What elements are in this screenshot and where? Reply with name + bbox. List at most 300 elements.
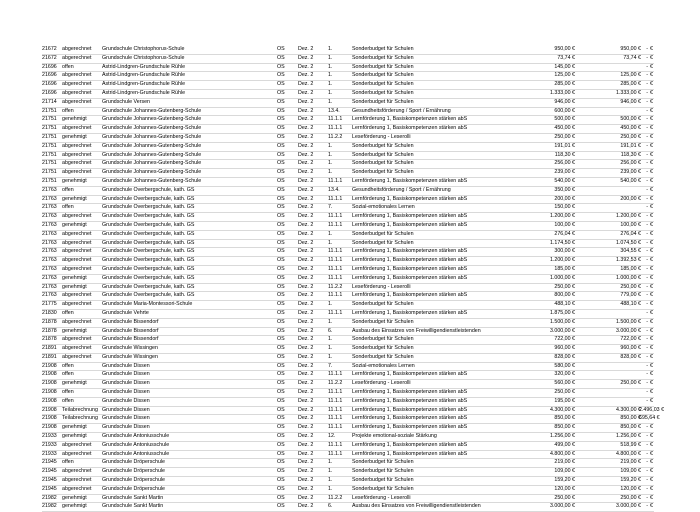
amount-approved-cell: 250,00 € <box>620 133 641 140</box>
status-cell: abgerechnet <box>62 46 92 52</box>
remaining-cell: - <box>646 177 648 184</box>
description-cell: Sonderbudget für Schulen <box>352 72 414 79</box>
school-cell: Grundschule Dissen <box>102 406 150 413</box>
row-id-cell: 21672 <box>42 54 57 61</box>
status-cell: offen <box>62 389 74 396</box>
table-row <box>42 363 654 372</box>
status-cell: genehmigt <box>62 327 87 334</box>
type-cell: OS <box>277 63 285 70</box>
currency-cell: € <box>650 371 653 378</box>
table-row <box>42 99 654 108</box>
currency-cell: € <box>650 336 653 343</box>
code-cell: 11.1.1 <box>328 195 343 202</box>
dez-cell: Dez. 2 <box>298 485 314 492</box>
currency-cell: € <box>650 494 653 501</box>
table-row <box>42 389 654 398</box>
amount-requested-cell: 960,00 € <box>554 345 575 352</box>
row-id-cell: 21908 <box>42 424 57 431</box>
row-id-cell: 21763 <box>42 248 57 255</box>
table-row <box>42 178 654 187</box>
type-cell: OS <box>277 81 285 88</box>
remaining-cell: - <box>646 397 648 404</box>
type-cell: OS <box>277 362 285 369</box>
dez-cell: Dez. 2 <box>298 46 314 52</box>
school-cell: Grundschule Overbergschule, kath. GS <box>102 283 195 290</box>
row-id-cell: 21945 <box>42 477 57 484</box>
row-id-cell: 21763 <box>42 283 57 290</box>
currency-cell: € <box>650 450 653 457</box>
description-cell: Lernförderung 1, Basiskompetenzen stärken abS <box>352 274 468 281</box>
code-cell: 1. <box>328 345 333 352</box>
description-cell: Gesundheitsförderung / Sport / Ernährung <box>352 107 451 114</box>
amount-approved-cell: 828,00 € <box>620 353 641 360</box>
amount-approved-cell: 276,04 € <box>620 230 641 237</box>
status-cell: genehmigt <box>62 283 87 290</box>
currency-cell: € <box>650 81 653 88</box>
dez-cell: Dez. 2 <box>298 72 314 79</box>
dez-cell: Dez. 2 <box>298 89 314 96</box>
amount-approved-cell: 850,00 € <box>620 424 641 431</box>
school-cell: Grundschule Dissen <box>102 371 150 378</box>
table-row <box>42 328 654 337</box>
table-row <box>42 64 654 73</box>
amount-requested-cell: 150,00 € <box>554 204 575 211</box>
dez-cell: Dez. 2 <box>298 327 314 334</box>
dez-cell: Dez. 2 <box>298 477 314 484</box>
remaining-cell: - <box>646 353 648 360</box>
type-cell: OS <box>277 221 285 228</box>
amount-requested-cell: 4.800,00 € <box>549 450 575 457</box>
currency-cell: € <box>650 441 653 448</box>
dez-cell: Dez. 2 <box>298 406 314 413</box>
status-cell: abgerechnet <box>62 213 92 220</box>
amount-requested-cell: 800,00 € <box>554 292 575 299</box>
remaining-cell: - <box>646 160 648 167</box>
description-cell: Sozial-emotionales Lernen <box>352 362 415 369</box>
row-id-cell: 21763 <box>42 239 57 246</box>
school-cell: Grundschule Johannes-Gutenberg-Schule <box>102 142 202 149</box>
description-cell: Sonderbudget für Schulen <box>352 54 414 61</box>
description-cell: Lernförderung 1, Basiskompetenzen stärken abS <box>352 221 468 228</box>
amount-approved-cell: 1.256,00 € <box>615 433 641 440</box>
row-id-cell: 21945 <box>42 485 57 492</box>
type-cell: OS <box>277 169 285 176</box>
school-cell: Grundschule Johannes-Gutenberg-Schule <box>102 160 202 167</box>
school-cell: Grundschule Christophorus-Schule <box>102 54 185 61</box>
school-cell: Grundschule Overbergschule, kath. GS <box>102 186 195 193</box>
status-cell: Teilabrechnung <box>62 406 98 413</box>
amount-approved-cell: 500,00 € <box>620 116 641 123</box>
type-cell: OS <box>277 265 285 272</box>
row-id-cell: 21696 <box>42 89 57 96</box>
table-row <box>42 46 654 55</box>
amount-requested-cell: 185,00 € <box>554 265 575 272</box>
description-cell: Sonderbudget für Schulen <box>352 485 414 492</box>
type-cell: OS <box>277 415 285 422</box>
status-cell: abgerechnet <box>62 54 92 61</box>
type-cell: OS <box>277 345 285 352</box>
school-cell: Grundschule Overbergschule, kath. GS <box>102 239 195 246</box>
code-cell: 13.4. <box>328 107 340 114</box>
dez-cell: Dez. 2 <box>298 160 314 167</box>
remaining-cell: - <box>646 89 648 96</box>
row-id-cell: 21763 <box>42 213 57 220</box>
type-cell: OS <box>277 133 285 140</box>
school-cell: Astrid-Lindgren-Grundschule Rühle <box>102 89 186 96</box>
amount-approved-cell: 950,00 € <box>620 46 641 52</box>
amount-approved-cell: 4.800,00 € <box>615 450 641 457</box>
currency-cell: € <box>650 204 653 211</box>
table-row <box>42 319 654 328</box>
description-cell: Lernförderung 1, Basiskompetenzen stärken abS <box>352 415 468 422</box>
currency-cell: € <box>650 63 653 70</box>
code-cell: 11.1.1 <box>328 371 343 378</box>
row-id-cell: 21672 <box>42 46 57 52</box>
dez-cell: Dez. 2 <box>298 274 314 281</box>
type-cell: OS <box>277 283 285 290</box>
code-cell: 11.1.1 <box>328 450 343 457</box>
table-row <box>42 424 654 433</box>
code-cell: 1. <box>328 318 333 325</box>
status-cell: abgerechnet <box>62 151 92 158</box>
description-cell: Lernförderung 1, Basiskompetenzen stärken abS <box>352 125 468 132</box>
row-id-cell: 21751 <box>42 125 57 132</box>
description-cell: Lernförderung 1, Basiskompetenzen stärken abS <box>352 292 468 299</box>
type-cell: OS <box>277 98 285 105</box>
status-cell: genehmigt <box>62 503 87 510</box>
code-cell: 1. <box>328 151 333 158</box>
table-row <box>42 433 654 442</box>
school-cell: Grundschule Wissingen <box>102 353 158 360</box>
description-cell: Lernförderung 1, Basiskompetenzen stärken abS <box>352 406 468 413</box>
remaining-cell: - <box>646 292 648 299</box>
dez-cell: Dez. 2 <box>298 441 314 448</box>
code-cell: 6. <box>328 503 333 510</box>
amount-approved-cell: 1.074,50 € <box>615 239 641 246</box>
code-cell: 11.1.1 <box>328 415 343 422</box>
amount-requested-cell: 4.300,00 € <box>549 406 575 413</box>
school-cell: Grundschule Overbergschule, kath. GS <box>102 204 195 211</box>
row-id-cell: 21933 <box>42 450 57 457</box>
remaining-cell: - <box>646 213 648 220</box>
currency-cell: € <box>650 195 653 202</box>
row-id-cell: 21696 <box>42 81 57 88</box>
school-cell: Grundschule Wissingen <box>102 345 158 352</box>
school-cell: Grundschule Overbergschule, kath. GS <box>102 195 195 202</box>
table-row <box>42 459 654 468</box>
status-cell: abgerechnet <box>62 345 92 352</box>
dez-cell: Dez. 2 <box>298 98 314 105</box>
code-cell: 11.2.2 <box>328 494 343 501</box>
currency-cell: € <box>650 433 653 440</box>
row-id-cell: 21763 <box>42 230 57 237</box>
amount-approved-cell: 256,00 € <box>620 160 641 167</box>
code-cell: 1. <box>328 72 333 79</box>
table-row <box>42 442 654 451</box>
row-id-cell: 21830 <box>42 309 57 316</box>
currency-cell: € <box>650 345 653 352</box>
status-cell: offen <box>62 397 74 404</box>
table-row <box>42 108 654 117</box>
remaining-cell: - <box>646 477 648 484</box>
amount-approved-cell: 239,00 € <box>620 169 641 176</box>
status-cell: abgerechnet <box>62 353 92 360</box>
school-cell: Grundschule Johannes-Gutenberg-Schule <box>102 133 202 140</box>
status-cell: Teilabrechnung <box>62 415 98 422</box>
description-cell: Lernförderung 1, Basiskompetenzen stärken abS <box>352 257 468 264</box>
status-cell: genehmigt <box>62 494 87 501</box>
status-cell: abgerechnet <box>62 142 92 149</box>
amount-requested-cell: 285,00 € <box>554 81 575 88</box>
type-cell: OS <box>277 89 285 96</box>
code-cell: 6. <box>328 327 333 334</box>
dez-cell: Dez. 2 <box>298 213 314 220</box>
amount-approved-cell: 518,99 € <box>620 441 641 448</box>
currency-cell: € <box>650 327 653 334</box>
remaining-cell: - <box>646 301 648 308</box>
remaining-cell: - <box>646 107 648 114</box>
currency-cell: € <box>650 459 653 466</box>
dez-cell: Dez. 2 <box>298 125 314 132</box>
amount-requested-cell: 850,00 € <box>554 415 575 422</box>
status-cell: abgerechnet <box>62 450 92 457</box>
row-id-cell: 21908 <box>42 362 57 369</box>
table-row <box>42 187 654 196</box>
amount-requested-cell: 145,00 € <box>554 63 575 70</box>
table-row <box>42 116 654 125</box>
row-id-cell: 21763 <box>42 204 57 211</box>
remaining-cell: - <box>646 283 648 290</box>
row-id-cell: 21751 <box>42 160 57 167</box>
currency-cell: € <box>650 186 653 193</box>
currency-cell: € <box>650 98 653 105</box>
dez-cell: Dez. 2 <box>298 362 314 369</box>
description-cell: Sonderbudget für Schulen <box>352 353 414 360</box>
school-cell: Grundschule Johannes-Gutenberg-Schule <box>102 107 202 114</box>
amount-approved-cell: 185,00 € <box>620 265 641 272</box>
currency-cell: € <box>650 485 653 492</box>
school-cell: Grundschule Bissendorf <box>102 327 159 334</box>
remaining-cell: - <box>646 318 648 325</box>
type-cell: OS <box>277 494 285 501</box>
type-cell: OS <box>277 503 285 510</box>
description-cell: Lernförderung 1, Basiskompetenzen stärken abS <box>352 450 468 457</box>
school-cell: Grundschule Dröperschule <box>102 485 166 492</box>
type-cell: OS <box>277 46 285 52</box>
school-cell: Grundschule Versen <box>102 98 150 105</box>
amount-approved-cell: 118,30 € <box>620 151 641 158</box>
remaining-cell: - <box>646 309 648 316</box>
dez-cell: Dez. 2 <box>298 424 314 431</box>
type-cell: OS <box>277 72 285 79</box>
remaining-cell: - <box>646 46 648 52</box>
description-cell: Gesundheitsförderung / Sport / Ernährung <box>352 186 451 193</box>
code-cell: 11.1.1 <box>328 213 343 220</box>
currency-cell: € <box>650 125 653 132</box>
currency-cell: € <box>650 353 653 360</box>
code-cell: 12. <box>328 433 336 440</box>
amount-requested-cell: 219,00 € <box>554 459 575 466</box>
currency-cell: € <box>650 133 653 140</box>
dez-cell: Dez. 2 <box>298 371 314 378</box>
code-cell: 11.1.1 <box>328 397 343 404</box>
status-cell: offen <box>62 459 74 466</box>
code-cell: 1. <box>328 89 333 96</box>
code-cell: 11.1.1 <box>328 221 343 228</box>
description-cell: Leseförderung - Leserolli <box>352 380 411 387</box>
currency-cell: € <box>650 239 653 246</box>
row-id-cell: 21763 <box>42 274 57 281</box>
remaining-cell: - <box>646 441 648 448</box>
row-id-cell: 21763 <box>42 265 57 272</box>
amount-requested-cell: 1.256,00 € <box>549 433 575 440</box>
amount-approved-cell: 250,00 € <box>620 283 641 290</box>
status-cell: genehmigt <box>62 195 87 202</box>
currency-cell: € <box>650 257 653 264</box>
dez-cell: Dez. 2 <box>298 107 314 114</box>
school-cell: Grundschule Dröperschule <box>102 459 166 466</box>
dez-cell: Dez. 2 <box>298 230 314 237</box>
school-cell: Grundschule Johannes-Gutenberg-Schule <box>102 169 202 176</box>
school-cell: Grundschule Antoniusschule <box>102 441 170 448</box>
type-cell: OS <box>277 239 285 246</box>
table-row <box>42 213 654 222</box>
description-cell: Sonderbudget für Schulen <box>352 46 414 52</box>
amount-approved-cell: 1.500,00 € <box>615 318 641 325</box>
amount-requested-cell: 1.200,00 € <box>549 213 575 220</box>
amount-requested-cell: 120,00 € <box>554 485 575 492</box>
code-cell: 11.1.1 <box>328 424 343 431</box>
status-cell: abgerechnet <box>62 89 92 96</box>
currency-cell: € <box>650 309 653 316</box>
status-cell: abgerechnet <box>62 477 92 484</box>
description-cell: Lernförderung 1, Basiskompetenzen stärken abS <box>352 389 468 396</box>
code-cell: 1. <box>328 169 333 176</box>
remaining-cell: - <box>646 389 648 396</box>
dez-cell: Dez. 2 <box>298 318 314 325</box>
amount-requested-cell: 276,04 € <box>554 230 575 237</box>
description-cell: Sonderbudget für Schulen <box>352 318 414 325</box>
amount-requested-cell: 488,10 € <box>554 301 575 308</box>
amount-approved-cell: 304,55 € <box>620 248 641 255</box>
remaining-cell: - <box>646 221 648 228</box>
remaining-cell: - <box>646 239 648 246</box>
row-id-cell: 21775 <box>42 301 57 308</box>
school-cell: Grundschule Johannes-Gutenberg-Schule <box>102 125 202 132</box>
dez-cell: Dez. 2 <box>298 494 314 501</box>
currency-cell: € <box>650 72 653 79</box>
code-cell: 11.2.2 <box>328 283 343 290</box>
remaining-cell: - <box>646 133 648 140</box>
dez-cell: Dez. 2 <box>298 116 314 123</box>
school-cell: Grundschule Overbergschule, kath. GS <box>102 230 195 237</box>
row-id-cell: 21714 <box>42 98 57 105</box>
remaining-cell: - <box>646 327 648 334</box>
table-row <box>42 380 654 389</box>
table-row <box>42 160 654 169</box>
description-cell: Ausbau des Einsatzes von Freiwilligendienstleistenden <box>352 503 481 510</box>
description-cell: Sonderbudget für Schulen <box>352 63 414 70</box>
description-cell: Sonderbudget für Schulen <box>352 336 414 343</box>
code-cell: 11.1.1 <box>328 389 343 396</box>
dez-cell: Dez. 2 <box>298 248 314 255</box>
school-cell: Grundschule Dröperschule <box>102 468 166 475</box>
status-cell: genehmigt <box>62 133 87 140</box>
row-id-cell: 21763 <box>42 195 57 202</box>
status-cell: abgerechnet <box>62 125 92 132</box>
description-cell: Sozial-emotionales Lernen <box>352 204 415 211</box>
remaining-cell: - <box>646 257 648 264</box>
currency-cell: € <box>650 301 653 308</box>
table-row <box>42 169 654 178</box>
row-id-cell: 21751 <box>42 107 57 114</box>
type-cell: OS <box>277 424 285 431</box>
table-row <box>42 81 654 90</box>
remaining-cell: - <box>646 265 648 272</box>
amount-approved-cell: 73,74 € <box>623 54 641 61</box>
school-cell: Grundschule Antoniusschule <box>102 433 170 440</box>
dez-cell: Dez. 2 <box>298 450 314 457</box>
table-row <box>42 204 654 213</box>
currency-cell: € <box>650 265 653 272</box>
description-cell: Sonderbudget für Schulen <box>352 142 414 149</box>
school-cell: Grundschule Dissen <box>102 380 150 387</box>
code-cell: 11.1.1 <box>328 265 343 272</box>
table-row <box>42 143 654 152</box>
amount-requested-cell: 600,00 € <box>554 107 575 114</box>
type-cell: OS <box>277 213 285 220</box>
description-cell: Leseförderung - Leserolli <box>352 283 411 290</box>
code-cell: 7. <box>328 362 333 369</box>
status-cell: abgerechnet <box>62 169 92 176</box>
description-cell: Sonderbudget für Schulen <box>352 98 414 105</box>
description-cell: Sonderbudget für Schulen <box>352 169 414 176</box>
code-cell: 1. <box>328 81 333 88</box>
amount-requested-cell: 560,00 € <box>554 380 575 387</box>
table-row <box>42 301 654 310</box>
amount-approved-cell: 109,00 € <box>620 468 641 475</box>
dez-cell: Dez. 2 <box>298 186 314 193</box>
table-row <box>42 125 654 134</box>
description-cell: Sonderbudget für Schulen <box>352 239 414 246</box>
code-cell: 11.1.1 <box>328 116 343 123</box>
amount-requested-cell: 580,00 € <box>554 362 575 369</box>
code-cell: 1. <box>328 230 333 237</box>
code-cell: 11.1.1 <box>328 309 343 316</box>
type-cell: OS <box>277 459 285 466</box>
type-cell: OS <box>277 468 285 475</box>
status-cell: abgerechnet <box>62 257 92 264</box>
status-cell: abgerechnet <box>62 265 92 272</box>
description-cell: Sonderbudget für Schulen <box>352 160 414 167</box>
amount-requested-cell: 1.200,00 € <box>549 257 575 264</box>
school-cell: Grundschule Overbergschule, kath. GS <box>102 213 195 220</box>
status-cell: abgerechnet <box>62 485 92 492</box>
table-row <box>42 275 654 284</box>
school-cell: Grundschule Bissendorf <box>102 318 159 325</box>
school-cell: Grundschule Johannes-Gutenberg-Schule <box>102 116 202 123</box>
table-row <box>42 354 654 363</box>
remaining-cell: - <box>646 371 648 378</box>
status-cell: genehmigt <box>62 433 87 440</box>
school-cell: Grundschule Dissen <box>102 362 150 369</box>
amount-approved-cell: 250,00 € <box>620 380 641 387</box>
remaining-cell: - <box>646 54 648 61</box>
amount-approved-cell: 285,00 € <box>620 81 641 88</box>
row-id-cell: 21763 <box>42 221 57 228</box>
dez-cell: Dez. 2 <box>298 459 314 466</box>
amount-requested-cell: 499,00 € <box>554 441 575 448</box>
